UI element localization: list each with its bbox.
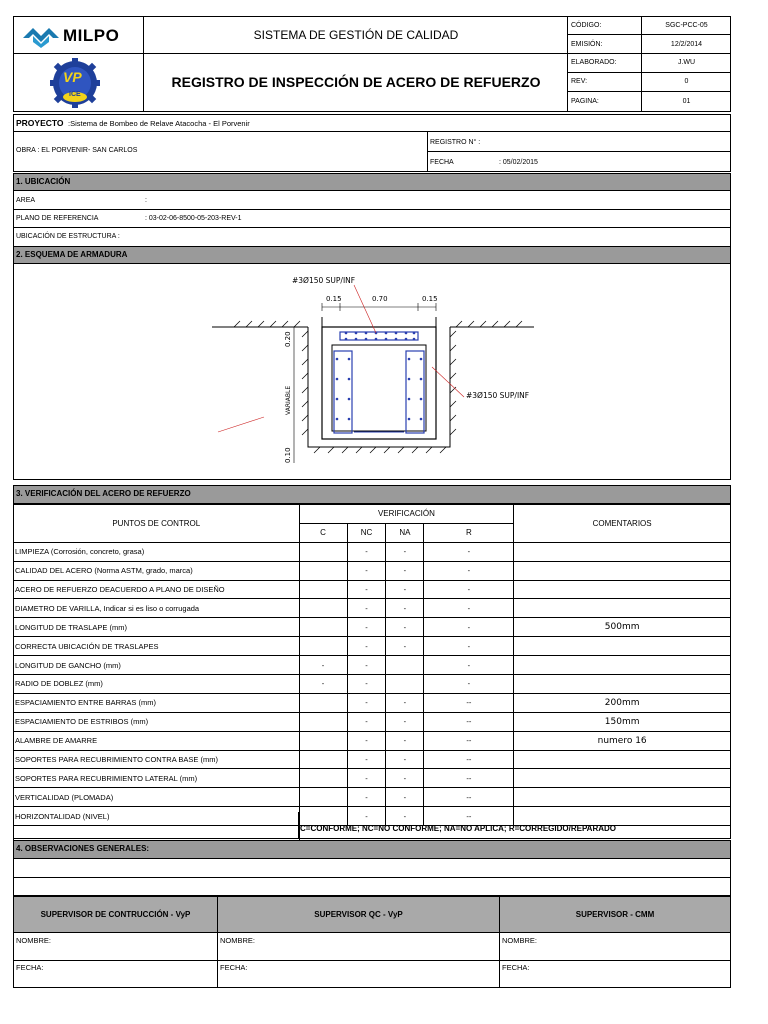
value-r: - (424, 637, 514, 656)
value-c (299, 750, 347, 769)
estructura-label: UBICACIÓN DE ESTRUCTURA : (16, 233, 120, 240)
value-nc: - (347, 788, 386, 807)
table-row (14, 637, 731, 656)
value-c (299, 542, 347, 561)
table-row (14, 769, 731, 788)
value-nc: - (347, 542, 386, 561)
table-row (14, 561, 731, 580)
comment (514, 561, 731, 580)
control-point: LIMPIEZA (Corrosión, concreto, grasa) (14, 542, 300, 561)
control-point: LONGITUD DE TRASLAPE (mm) (14, 618, 300, 637)
comment: 150mm (514, 712, 731, 731)
value-c (299, 693, 347, 712)
value-r: -- (424, 807, 514, 826)
value-c (299, 807, 347, 826)
value-na: - (386, 561, 424, 580)
vp-logo-top: VP (63, 69, 82, 85)
meta-elaborado-value: J.WU (677, 59, 696, 66)
observaciones-block (13, 840, 731, 896)
value-nc: - (347, 712, 386, 731)
esquema-title: 2. ESQUEMA DE ARMADURA (14, 247, 730, 264)
ubicacion-title: 1. UBICACIÓN (14, 174, 730, 191)
value-r: -- (424, 731, 514, 750)
firma-1-fecha: FECHA: (16, 963, 44, 972)
value-c (299, 561, 347, 580)
value-c: - (299, 675, 347, 694)
table-row (14, 788, 731, 807)
comment: 200mm (514, 693, 731, 712)
rebar-diagram (204, 267, 544, 472)
table-row (14, 731, 731, 750)
comment (514, 599, 731, 618)
firma-2-fecha: FECHA: (220, 963, 248, 972)
value-na: - (386, 712, 424, 731)
value-c (299, 788, 347, 807)
logo-column (13, 16, 144, 112)
value-na: - (386, 731, 424, 750)
value-c (299, 637, 347, 656)
control-point: LONGITUD DE GANCHO (mm) (14, 656, 300, 675)
meta-rev-label: REV: (571, 78, 588, 85)
table-row (14, 693, 731, 712)
value-nc: - (347, 637, 386, 656)
dim-020: 0.20 (284, 331, 292, 347)
registro-label: REGISTRO N° : (430, 139, 481, 146)
value-nc: - (347, 599, 386, 618)
plano-value: : 03-02-06-8500-05-203-REV-1 (145, 215, 242, 222)
area-label: AREA (16, 197, 36, 204)
dim-015-right: 0.15 (422, 295, 438, 303)
control-point: HORIZONTALIDAD (NIVEL) (14, 807, 300, 826)
label-rebar-side: #3Ø150 SUP/INF (466, 391, 530, 400)
meta-codigo-label: CÓDIGO: (571, 22, 602, 29)
value-r: - (424, 542, 514, 561)
table-row (14, 656, 731, 675)
meta-rev-value: 0 (684, 78, 689, 85)
firma-2-title: SUPERVISOR QC - VyP (314, 910, 403, 919)
meta-column (568, 16, 731, 112)
control-point: DIAMETRO DE VARILLA, Indicar si es liso o corrugada (14, 599, 300, 618)
table-row (14, 599, 731, 618)
area-value: : (145, 197, 147, 204)
value-r: - (424, 618, 514, 637)
value-nc: - (347, 561, 386, 580)
value-nc: - (347, 618, 386, 637)
value-r: - (424, 580, 514, 599)
value-na: - (386, 750, 424, 769)
table-row (14, 580, 731, 599)
value-na: - (386, 580, 424, 599)
value-c (299, 599, 347, 618)
comment (514, 656, 731, 675)
plano-label: PLANO DE REFERENCIA (16, 215, 99, 222)
control-point: CALIDAD DEL ACERO (Norma ASTM, grado, marca) (14, 561, 300, 580)
observaciones-title: 4. OBSERVACIONES GENERALES: (14, 841, 730, 859)
dim-variable: VARIABLE (285, 385, 292, 415)
obra-text: OBRA : EL PORVENIR- SAN CARLOS (16, 147, 138, 154)
comment: 500mm (514, 618, 731, 637)
firma-1-title: SUPERVISOR DE CONTRUCCIÓN - VyP (40, 910, 191, 919)
value-c (299, 580, 347, 599)
meta-emision-value: 12/2/2014 (670, 41, 703, 48)
table-row (14, 712, 731, 731)
esquema-block (13, 246, 731, 480)
firmas-block (13, 896, 731, 988)
milpo-logo-icon (21, 22, 63, 50)
value-r: -- (424, 750, 514, 769)
verificacion-title: 3. VERIFICACIÓN DEL ACERO DE REFUERZO (14, 486, 730, 504)
value-c (299, 712, 347, 731)
label-rebar-top: #3Ø150 SUP/INF (292, 276, 356, 285)
verification-table (13, 504, 731, 851)
value-na (386, 656, 424, 675)
comment (514, 637, 731, 656)
dim-070: 0.70 (372, 295, 388, 303)
col-na-header: NA (386, 523, 424, 542)
value-nc: - (347, 580, 386, 599)
value-r: -- (424, 769, 514, 788)
comment (514, 580, 731, 599)
table-row (14, 618, 731, 637)
value-nc: - (347, 693, 386, 712)
ubicacion-block (13, 173, 731, 247)
value-nc: - (347, 807, 386, 826)
vp-logo-bottom: ICE (69, 91, 81, 98)
value-c: - (299, 656, 347, 675)
value-na: - (386, 807, 424, 826)
system-title: SISTEMA DE GESTIÓN DE CALIDAD (253, 28, 459, 42)
title-column (144, 16, 568, 112)
meta-pagina-value: 01 (682, 98, 691, 105)
project-block (13, 114, 731, 172)
table-row (14, 750, 731, 769)
value-na: - (386, 769, 424, 788)
value-r: - (424, 675, 514, 694)
value-c (299, 618, 347, 637)
col-c-header: C (299, 523, 347, 542)
col-nc-header: NC (347, 523, 386, 542)
firma-1-nombre: NOMBRE: (16, 936, 52, 945)
value-r: -- (424, 788, 514, 807)
form-title: REGISTRO DE INSPECCIÓN DE ACERO DE REFUERZO (171, 74, 541, 90)
control-point: ACERO DE REFUERZO DEACUERDO A PLANO DE DISEÑO (14, 580, 300, 599)
comment (514, 807, 731, 826)
comment (514, 675, 731, 694)
value-nc: - (347, 656, 386, 675)
value-r: - (424, 599, 514, 618)
firma-3-nombre: NOMBRE: (502, 936, 538, 945)
value-c (299, 731, 347, 750)
meta-emision-label: EMISIÓN: (571, 41, 603, 48)
value-na: - (386, 693, 424, 712)
col-r-header: R (424, 523, 514, 542)
control-point: ESPACIAMIENTO ENTRE BARRAS (mm) (14, 693, 300, 712)
value-na: - (386, 599, 424, 618)
value-nc: - (347, 769, 386, 788)
control-point: VERTICALIDAD (PLOMADA) (14, 788, 300, 807)
verificacion-block (13, 485, 731, 839)
dim-015-left: 0.15 (326, 295, 342, 303)
firma-2-nombre: NOMBRE: (220, 936, 256, 945)
value-na: - (386, 637, 424, 656)
control-point: SOPORTES PARA RECUBRIMIENTO CONTRA BASE (mm) (14, 750, 300, 769)
control-point: ALAMBRE DE AMARRE (14, 731, 300, 750)
meta-elaborado-label: ELABORADO: (571, 59, 617, 66)
value-nc: - (347, 731, 386, 750)
comment (514, 788, 731, 807)
control-point: RADIO DE DOBLEZ (mm) (14, 675, 300, 694)
table-row (14, 807, 731, 826)
control-point: SOPORTES PARA RECUBRIMIENTO LATERAL (mm) (14, 769, 300, 788)
fecha-value: : 05/02/2015 (499, 159, 538, 166)
control-point: CORRECTA UBICACIÓN DE TRASLAPES (14, 637, 300, 656)
value-r: -- (424, 712, 514, 731)
dim-010: 0.10 (284, 447, 292, 463)
milpo-logo-text: MILPO (63, 26, 120, 45)
meta-pagina-label: PAGINA: (571, 98, 599, 105)
table-row (14, 675, 731, 694)
value-r: - (424, 561, 514, 580)
value-c (299, 769, 347, 788)
value-r: -- (424, 693, 514, 712)
col-puntos-header: PUNTOS DE CONTROL (14, 505, 300, 543)
value-r: - (424, 656, 514, 675)
table-row (14, 542, 731, 561)
legend-text: C=CONFORME; NC=NO CONFORME; NA=NO APLICA; R=CORREGIDO/REPARADO (300, 824, 617, 833)
check-rows (14, 542, 731, 850)
meta-codigo-value: SGC-PCC-05 (665, 22, 708, 29)
value-na: - (386, 618, 424, 637)
firma-3-title: SUPERVISOR - CMM (575, 910, 655, 919)
comment (514, 542, 731, 561)
value-na: - (386, 788, 424, 807)
comment (514, 769, 731, 788)
project-label: PROYECTO (16, 118, 64, 128)
comment: numero 16 (514, 731, 731, 750)
value-nc: - (347, 750, 386, 769)
project-value: :Sistema de Bombeo de Relave Atacocha - El Porvenir (68, 119, 250, 128)
firma-3-fecha: FECHA: (502, 963, 530, 972)
control-point: ESPACIAMIENTO DE ESTRIBOS (mm) (14, 712, 300, 731)
comment (514, 750, 731, 769)
col-verif-header: VERIFICACIÓN (299, 505, 514, 524)
value-na: - (386, 542, 424, 561)
value-na (386, 675, 424, 694)
fecha-label: FECHA (430, 159, 454, 166)
value-nc: - (347, 675, 386, 694)
col-comentarios-header: COMENTARIOS (514, 505, 731, 543)
